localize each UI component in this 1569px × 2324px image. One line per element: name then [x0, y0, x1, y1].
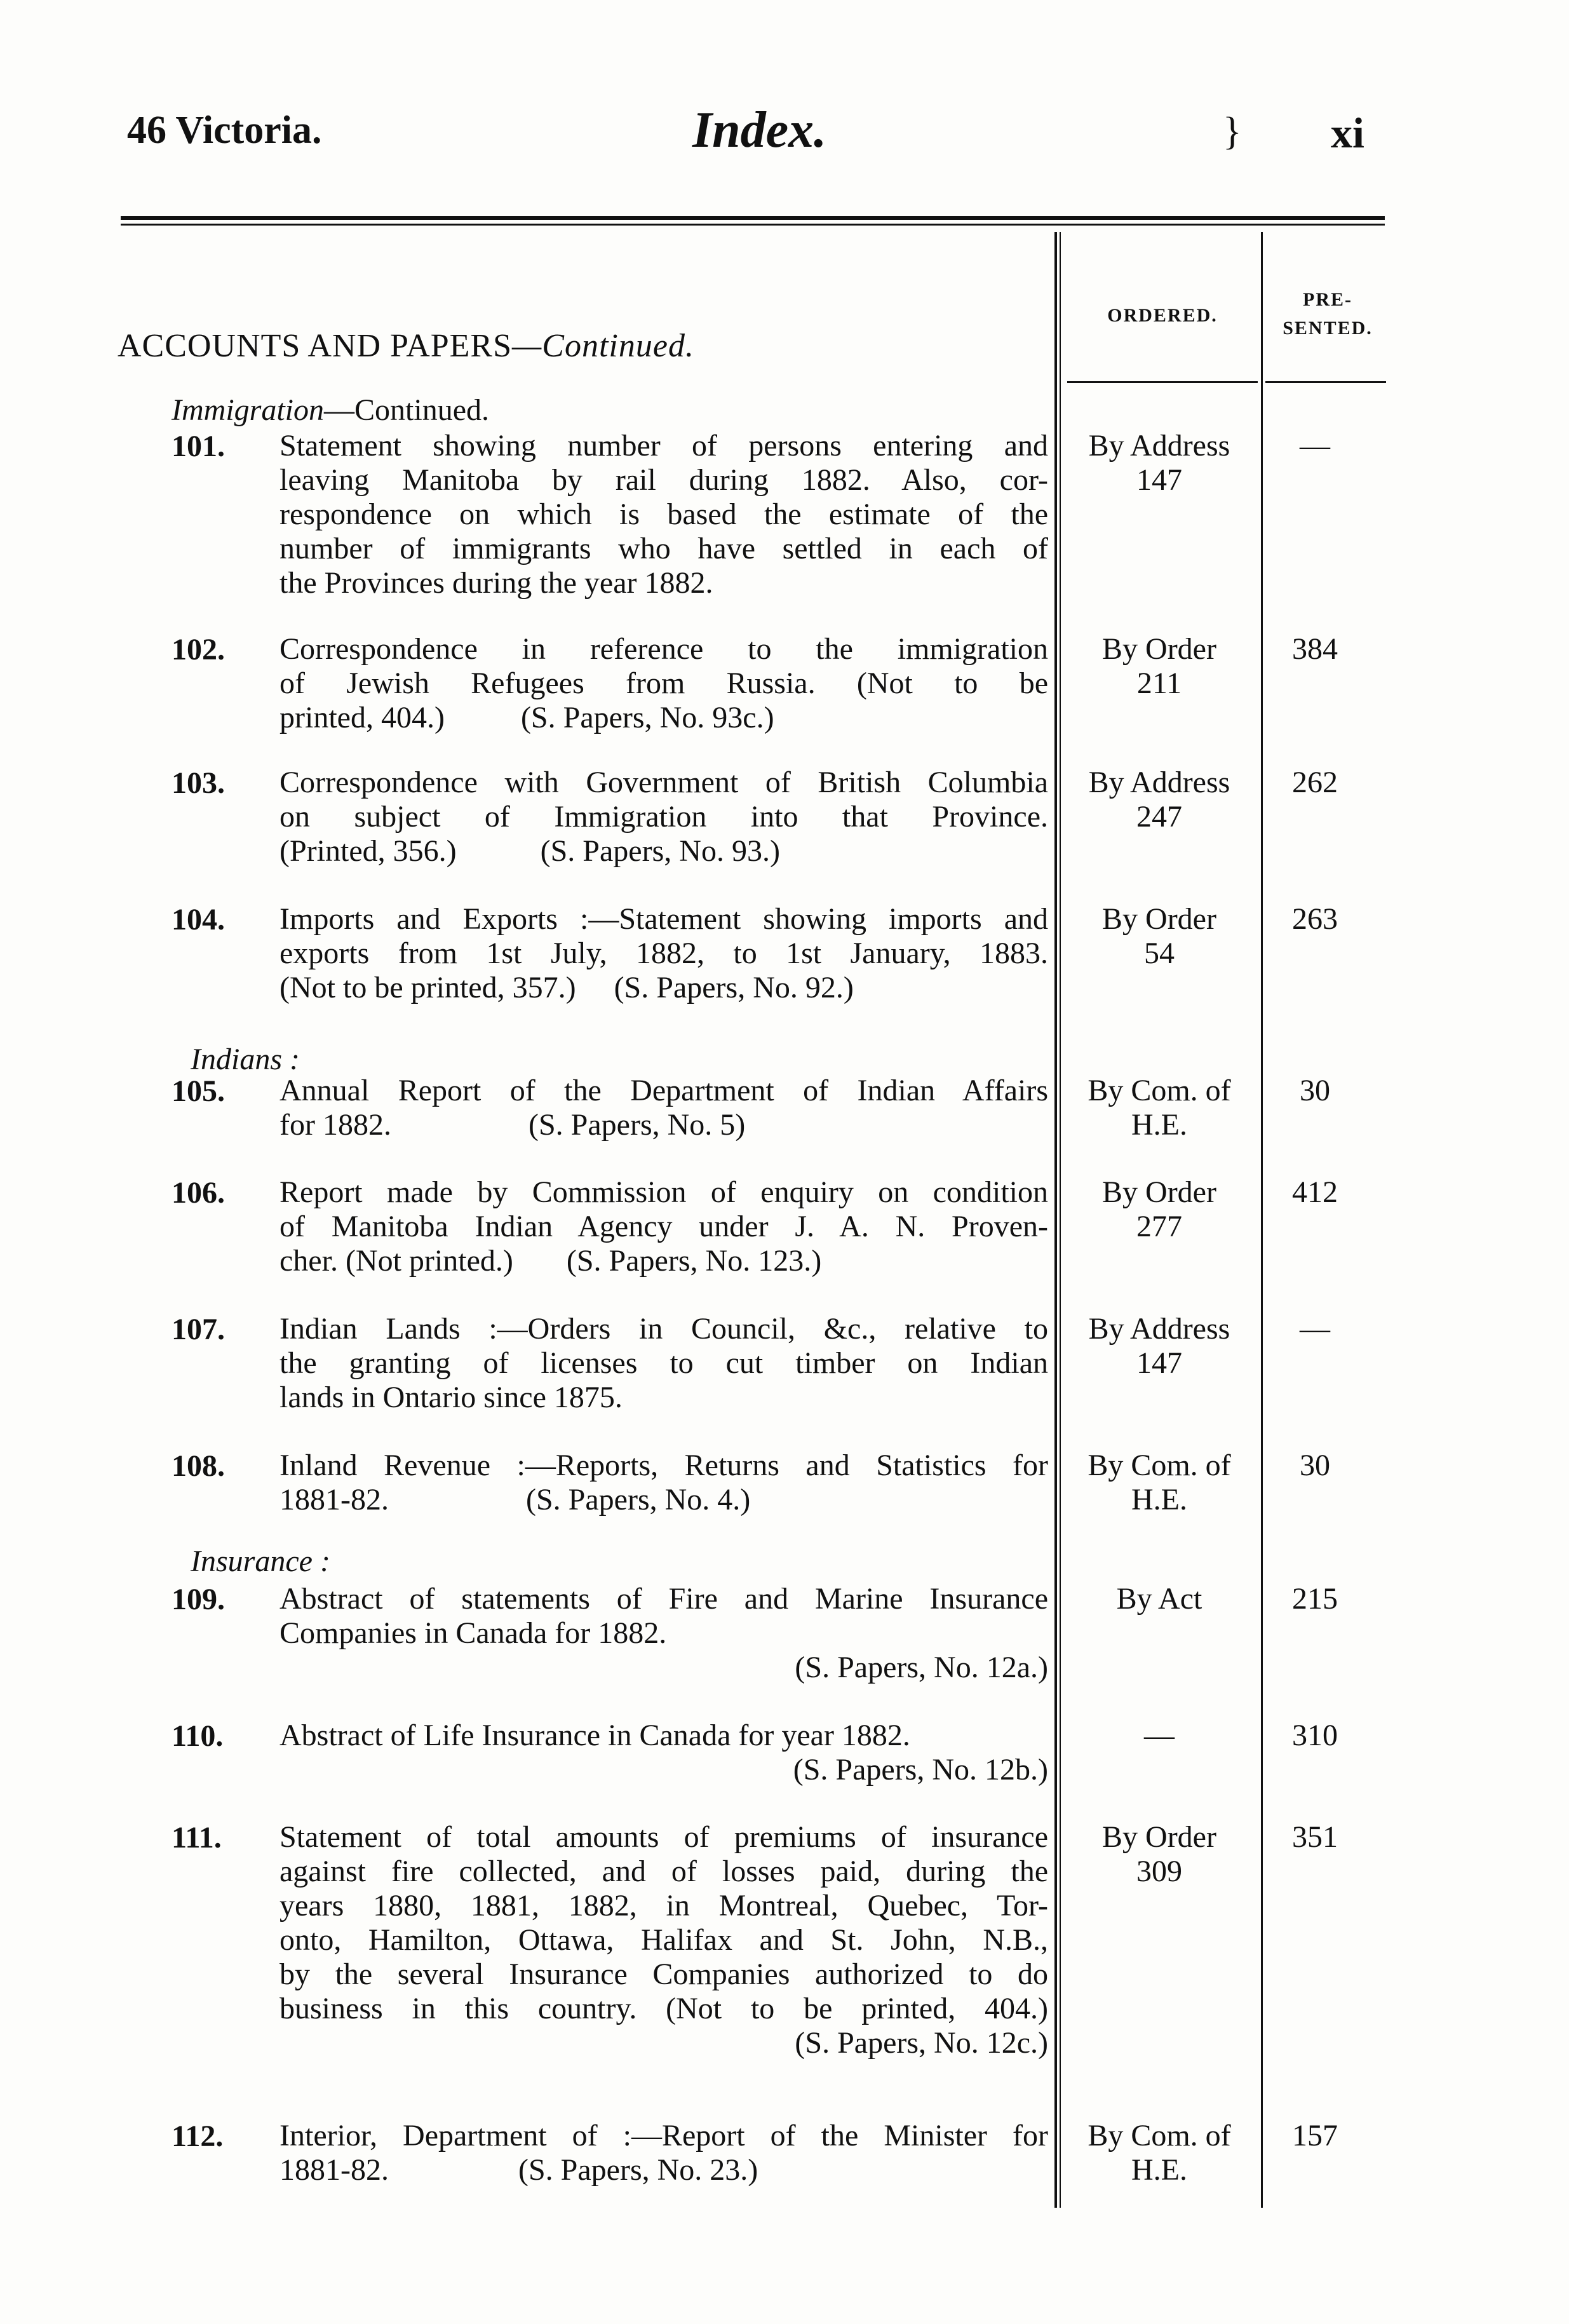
- entry-line: (S. Papers, No. 12c.): [795, 2026, 1048, 2060]
- entry-line: cher. (Not printed.) (S. Papers, No. 123.): [279, 1244, 822, 1278]
- entry-number: 101.: [172, 429, 225, 463]
- entry-presented: 351: [1292, 1820, 1338, 1854]
- entry-ordered: [1064, 429, 1255, 497]
- subhead-indians: Indians :: [191, 1043, 300, 1076]
- entry-number: 106.: [172, 1176, 225, 1210]
- header-rule-thick: [121, 216, 1385, 220]
- entry-line: onto, Hamilton, Ottawa, Halifax and St. John, N.B.,: [279, 1923, 1048, 1957]
- entry-line: respondence on which is based the estimate of the: [279, 497, 1048, 531]
- entry-line: exports from 1st July, 1882, to 1st January, 1883.: [279, 936, 1048, 970]
- entry-line: number of immigrants who have settled in each of: [279, 532, 1048, 565]
- entry-line: leaving Manitoba by rail during 1882. Also, cor-: [279, 463, 1048, 497]
- ordered-line: By Order: [1102, 902, 1216, 936]
- entry-line: Companies in Canada for 1882.: [279, 1616, 667, 1650]
- entry-number: 102.: [172, 633, 225, 666]
- entry-line: (Not to be printed, 357.) (S. Papers, No. 92.): [279, 971, 854, 1004]
- running-head-session: 46 Victoria.: [127, 109, 322, 152]
- entry-line: against fire collected, and of losses paid, during the: [279, 1854, 1048, 1888]
- ordered-line: 277: [1136, 1210, 1182, 1243]
- ordered-line: By Address: [1088, 766, 1230, 799]
- entry-number: 108.: [172, 1449, 225, 1483]
- entry-line: the granting of licenses to cut timber on Indian: [279, 1346, 1048, 1380]
- section-title: [118, 327, 694, 365]
- entry-text: [279, 1820, 1048, 2060]
- page-number: xi: [1331, 109, 1364, 157]
- entry-line: (S. Papers, No. 12a.): [795, 1651, 1048, 1684]
- entry-line: Abstract of statements of Fire and Marine Insurance: [279, 1582, 1048, 1616]
- ordered-line: H.E.: [1131, 2153, 1187, 2187]
- entry-number: 112.: [172, 2119, 224, 2153]
- column-header-presented-line2: SENTED.: [1283, 318, 1373, 339]
- entry-presented: 310: [1292, 1719, 1338, 1752]
- entry-ordered: [1064, 902, 1255, 971]
- entry-line: Inland Revenue :—Reports, Returns and Statistics for: [279, 1449, 1048, 1482]
- entry-line: Annual Report of the Department of Indian Affairs: [279, 1074, 1048, 1107]
- entry-ordered: [1064, 1582, 1255, 1616]
- entry-line: lands in Ontario since 1875.: [279, 1381, 623, 1414]
- column-header-presented-line1: PRE-: [1303, 289, 1352, 310]
- entry-line: Correspondence in reference to the immigration: [279, 632, 1048, 666]
- ordered-line: 147: [1136, 1346, 1182, 1380]
- section-title-continued: —Continued.: [512, 328, 694, 364]
- entry-line: printed, 404.) (S. Papers, No. 93c.): [279, 701, 774, 734]
- entry-presented: —: [1300, 429, 1330, 463]
- entry-line: of Manitoba Indian Agency under J. A. N. Proven-: [279, 1210, 1048, 1243]
- entry-text: [279, 632, 1048, 735]
- entry-line: 1881-82. (S. Papers, No. 23.): [279, 2153, 758, 2187]
- entry-presented: 30: [1300, 1074, 1330, 1107]
- entry-number: 104.: [172, 903, 225, 936]
- entry-text: [279, 1312, 1048, 1415]
- entry-ordered: [1064, 1719, 1255, 1753]
- entry-line: Imports and Exports :—Statement showing imports and: [279, 902, 1048, 936]
- entry-presented: 157: [1292, 2119, 1338, 2152]
- subhead-insurance: Insurance :: [191, 1544, 330, 1578]
- ordered-line: 309: [1136, 1854, 1182, 1888]
- ordered-line: 211: [1136, 666, 1182, 700]
- ordered-header-rule: [1067, 381, 1258, 383]
- column-divider-left: [1054, 232, 1057, 2208]
- ordered-line: H.E.: [1131, 1483, 1187, 1517]
- entry-number: 103.: [172, 766, 225, 800]
- ordered-line: By Address: [1088, 429, 1230, 463]
- entry-text: [279, 1719, 1048, 1787]
- entry-line: by the several Insurance Companies authorized to do: [279, 1957, 1048, 1991]
- column-divider-left-inner: [1060, 232, 1061, 2208]
- ordered-line: By Act: [1116, 1582, 1202, 1616]
- entry-presented: —: [1300, 1312, 1330, 1346]
- entry-ordered: [1064, 766, 1255, 834]
- entry-line: Abstract of Life Insurance in Canada for year 1882.: [279, 1719, 910, 1752]
- entry-number: 107.: [172, 1313, 225, 1346]
- entry-line: Report made by Commission of enquiry on condition: [279, 1175, 1048, 1209]
- entry-ordered: [1064, 1449, 1255, 1517]
- ordered-line: By Order: [1102, 1175, 1216, 1209]
- entry-ordered: [1064, 1175, 1255, 1244]
- ordered-line: By Order: [1102, 632, 1216, 666]
- subhead-immigration-continued: —Continued.: [324, 393, 489, 427]
- entry-line: (S. Papers, No. 12b.): [793, 1753, 1048, 1787]
- column-header-ordered: ORDERED.: [1107, 305, 1218, 326]
- entry-text: [279, 429, 1048, 600]
- entry-presented: 412: [1292, 1175, 1338, 1209]
- subhead-immigration: [172, 393, 489, 428]
- entry-number: 105.: [172, 1074, 225, 1108]
- ordered-line: 247: [1136, 800, 1182, 834]
- column-divider-right: [1261, 232, 1263, 2208]
- entry-text: [279, 902, 1048, 1005]
- entry-line: of Jewish Refugees from Russia. (Not to be: [279, 666, 1048, 700]
- ordered-line: 54: [1144, 936, 1175, 970]
- entry-line: years 1880, 1881, 1882, in Montreal, Quebec, Tor-: [279, 1889, 1048, 1922]
- entry-line: business in this country. (Not to be printed, 404.): [279, 1992, 1048, 2025]
- subhead-immigration-text: Immigration: [172, 393, 324, 427]
- entry-line: Indian Lands :—Orders in Council, &c., relative to: [279, 1312, 1048, 1346]
- ordered-line: By Address: [1088, 1312, 1230, 1346]
- entry-presented: 30: [1300, 1449, 1330, 1482]
- presented-header-rule: [1265, 381, 1386, 383]
- entry-line: Statement showing number of persons entering and: [279, 429, 1048, 463]
- entry-line: the Provinces during the year 1882.: [279, 566, 713, 600]
- entry-text: [279, 1449, 1048, 1517]
- entry-line: 1881-82. (S. Papers, No. 4.): [279, 1483, 751, 1517]
- entry-number: 110.: [172, 1719, 224, 1753]
- entry-text: [279, 1175, 1048, 1278]
- header-rule-thin: [121, 224, 1385, 226]
- entry-line: Correspondence with Government of British Columbia: [279, 766, 1048, 799]
- entry-presented: 384: [1292, 632, 1338, 666]
- entry-ordered: [1064, 1312, 1255, 1381]
- ordered-line: By Com. of: [1088, 2119, 1231, 2152]
- ordered-line: —: [1144, 1719, 1175, 1752]
- ordered-line: By Com. of: [1088, 1449, 1231, 1482]
- running-head-title: Index.: [692, 102, 827, 158]
- entry-line: Statement of total amounts of premiums of insurance: [279, 1820, 1048, 1854]
- entry-presented: 262: [1292, 766, 1338, 799]
- entry-text: [279, 766, 1048, 868]
- entry-line: on subject of Immigration into that Province.: [279, 800, 1048, 834]
- entry-text: [279, 1582, 1048, 1685]
- ordered-line: By Order: [1102, 1820, 1216, 1854]
- ordered-line: By Com. of: [1088, 1074, 1231, 1107]
- entry-presented: 215: [1292, 1582, 1338, 1616]
- entry-ordered: [1064, 1820, 1255, 1889]
- ordered-line: H.E.: [1131, 1108, 1187, 1142]
- entry-text: [279, 1074, 1048, 1142]
- entry-line: Interior, Department of :—Report of the Minister for: [279, 2119, 1048, 2152]
- entry-presented: 263: [1292, 902, 1338, 936]
- entry-line: for 1882. (S. Papers, No. 5): [279, 1108, 746, 1142]
- ordered-line: 147: [1136, 463, 1182, 497]
- entry-number: 109.: [172, 1583, 225, 1616]
- entry-ordered: [1064, 632, 1255, 701]
- running-head-mark: }: [1223, 110, 1242, 153]
- entry-ordered: [1064, 1074, 1255, 1142]
- entry-line: (Printed, 356.) (S. Papers, No. 93.): [279, 834, 780, 868]
- entry-number: 111.: [172, 1821, 222, 1854]
- entry-ordered: [1064, 2119, 1255, 2187]
- entry-text: [279, 2119, 1048, 2187]
- section-title-text: ACCOUNTS AND PAPERS: [118, 328, 513, 364]
